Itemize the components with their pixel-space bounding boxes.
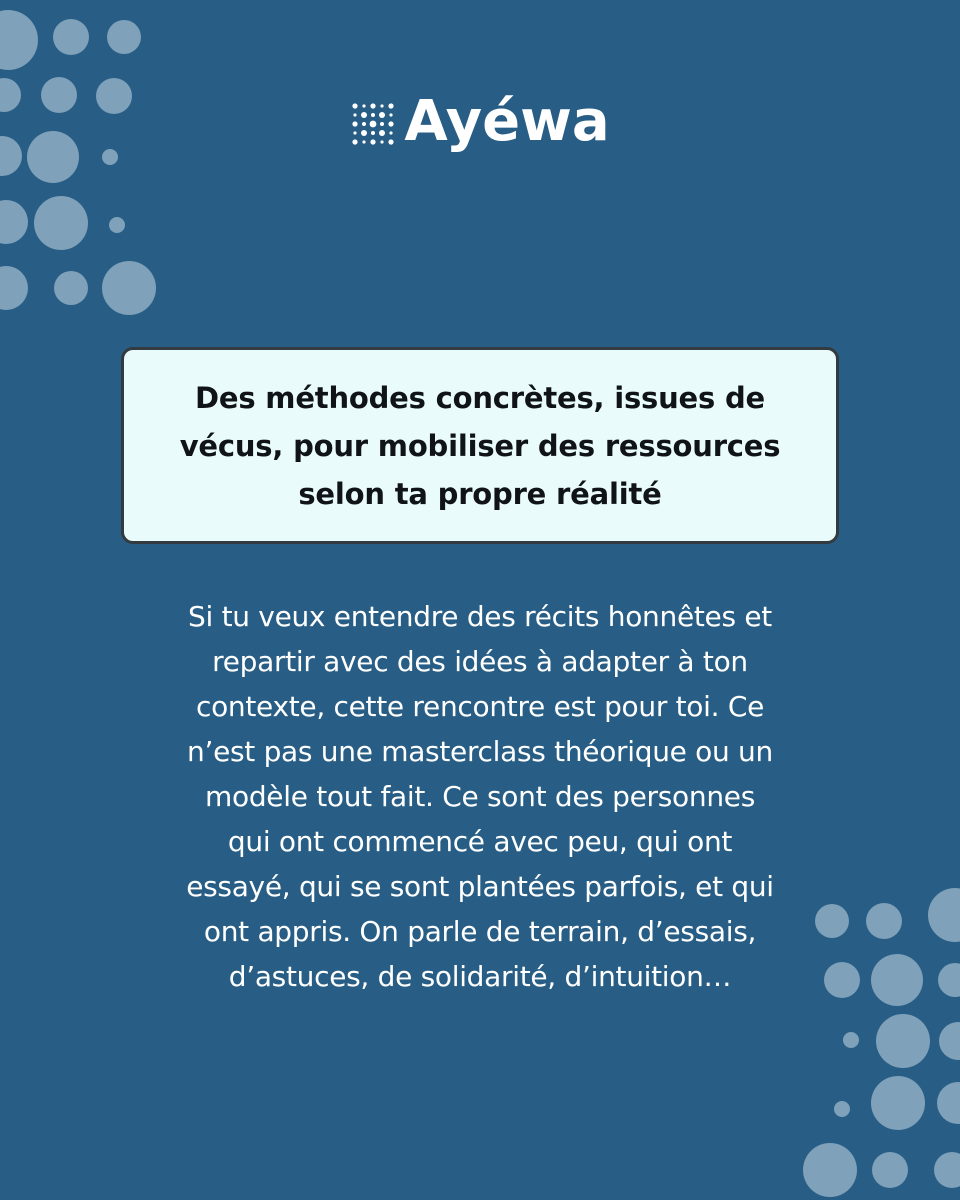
body-paragraph: Si tu veux entendre des récits honnêtes et repartir avec des idées à adapter à ton contexte, cette rencontre est pour toi. Ce n’est pas une masterclass théorique ou un modèle tout fait. Ce sont des personnes qui ont commencé avec peu, qui ont essayé, qui se sont plantées parfois, et qui ont appris. On parle de terrain, d’essais, d’astuces, de solidarité, d’intuition…	[186, 600, 774, 993]
brand-logo	[0, 89, 960, 154]
decor-dot	[876, 1014, 930, 1068]
decor-dot	[834, 1101, 850, 1117]
decor-dot	[934, 1152, 960, 1188]
decor-dot	[871, 954, 923, 1006]
decor-dot	[34, 196, 88, 250]
decor-dot	[871, 1076, 925, 1130]
decor-dot	[0, 266, 28, 310]
decorative-dots-top-left	[0, 10, 156, 315]
decor-dot	[109, 217, 125, 233]
decor-dot	[102, 261, 156, 315]
highlight-callout	[121, 347, 839, 544]
decor-dot	[937, 1082, 960, 1124]
decor-dot	[54, 271, 88, 305]
decor-dot	[0, 200, 28, 244]
decor-dot	[803, 1143, 857, 1197]
decor-dot	[866, 903, 902, 939]
decor-dot	[0, 10, 38, 70]
decor-dot	[843, 1032, 859, 1048]
brand-name: Ayéwa	[404, 89, 610, 154]
decor-dot	[928, 888, 960, 942]
decor-dot	[939, 1022, 960, 1060]
decor-dot	[938, 963, 960, 997]
dot-grid-logo-icon	[350, 101, 396, 147]
callout-text: Des méthodes concrètes, issues de vécus, pour mobiliser des ressources selon ta propre réalité	[179, 380, 781, 511]
decor-dot	[53, 19, 89, 55]
decor-dot	[872, 1152, 908, 1188]
decor-dot	[107, 20, 141, 54]
